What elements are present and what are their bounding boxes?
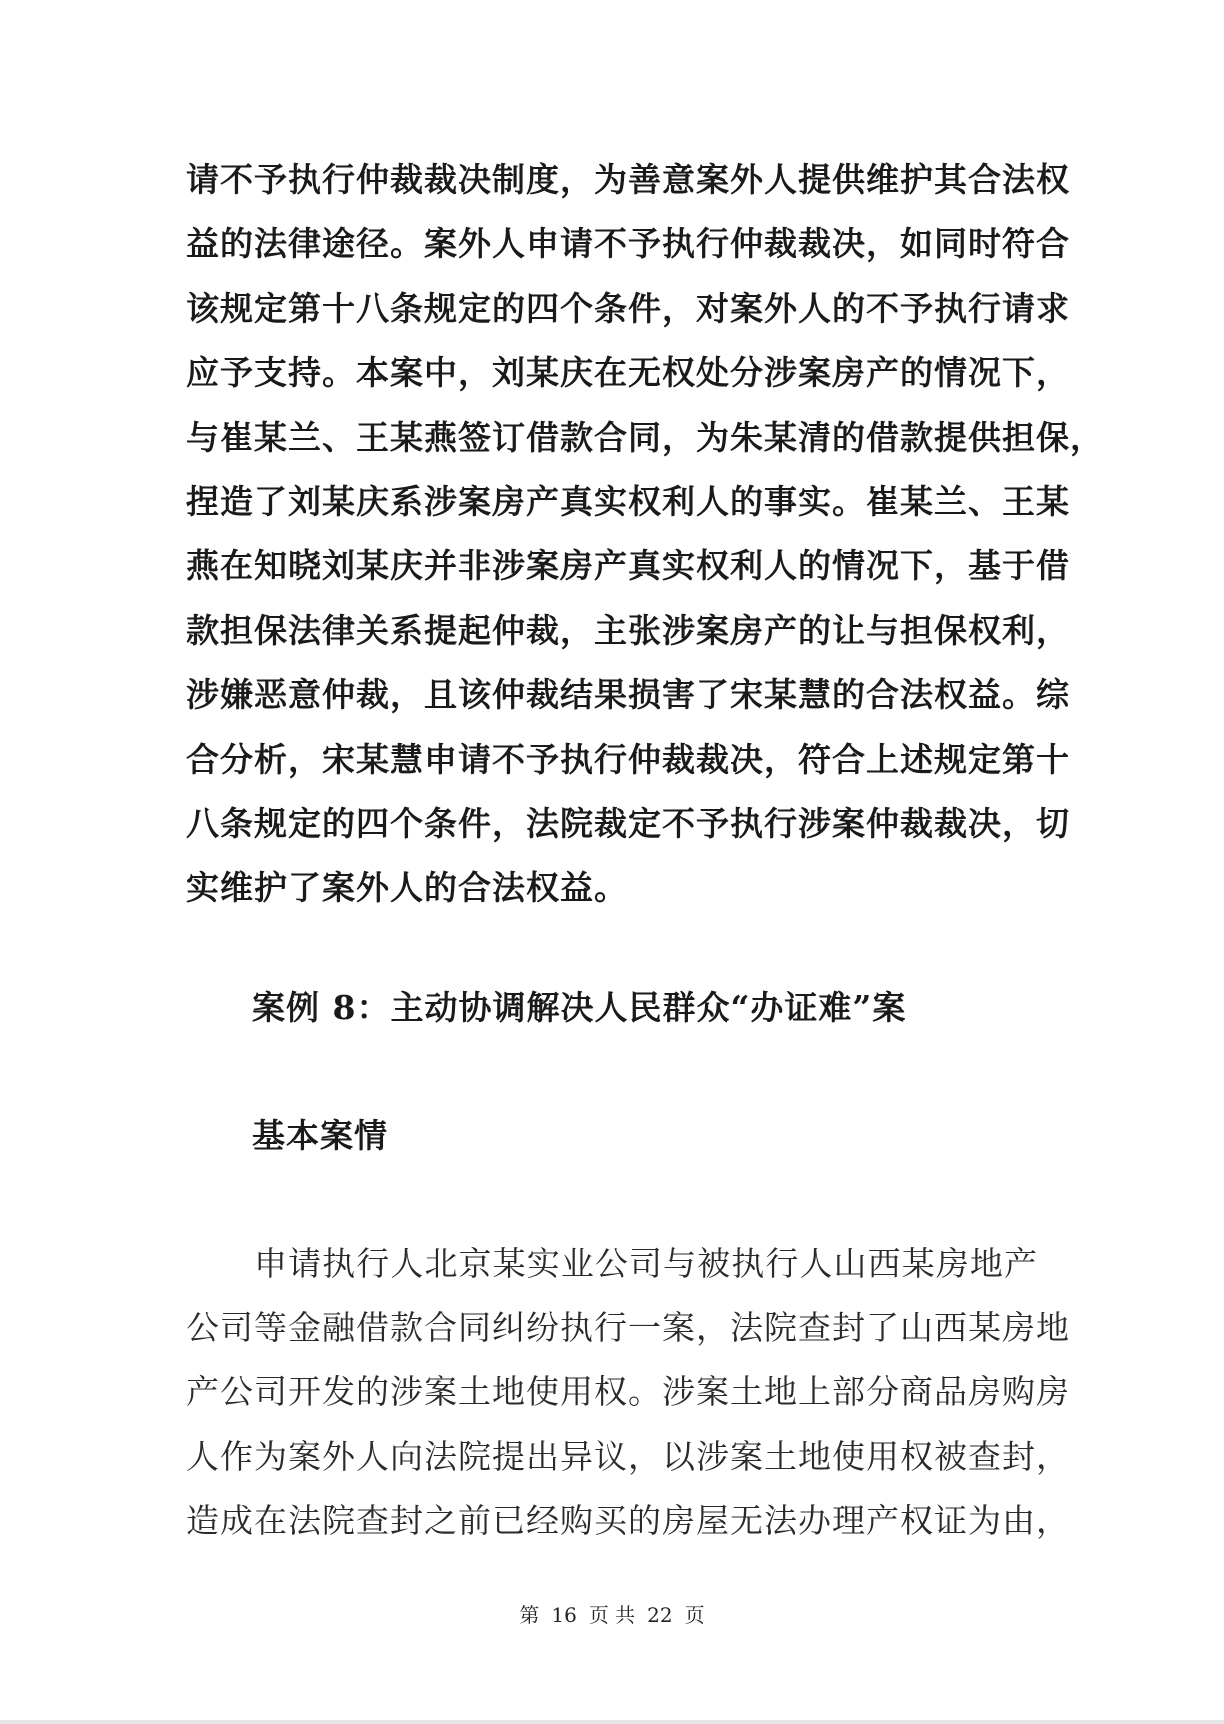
current-page-number: 16 <box>551 1603 577 1627</box>
text-line: 请不予执行仲裁裁决制度，为善意案外人提供维护其合法权 <box>186 160 1070 199</box>
footer-middle: 页 共 <box>588 1603 636 1627</box>
text-line: 应予支持。本案中，刘某庆在无权处分涉案房产的情况下， <box>186 353 1070 393</box>
text-line: 造成在法院查封之前已经购买的房屋无法办理产权证为由， <box>186 1500 1070 1540</box>
text-line: 申请执行人北京某实业公司与被执行人山西某房地产 <box>254 1244 1038 1283</box>
case-title: 案例 8：主动协调解决人民群众“办证难”案 <box>252 988 907 1027</box>
total-page-number: 22 <box>647 1603 673 1627</box>
footer-suffix: 页 <box>684 1603 705 1627</box>
text-line: 公司等金融借款合同纠纷执行一案，法院查封了山西某房地 <box>186 1308 1070 1348</box>
footer-prefix: 第 <box>519 1603 540 1627</box>
text-line: 款担保法律关系提起仲裁，主张涉案房产的让与担保权利， <box>186 610 1070 650</box>
text-line: 燕在知晓刘某庆并非涉案房产真实权利人的情况下，基于借 <box>186 546 1070 586</box>
page-number-footer <box>0 1599 1224 1628</box>
paragraph-basic-facts <box>186 1232 1070 1553</box>
text-line: 合分析，宋某慧申请不予执行仲裁裁决，符合上述规定第十 <box>186 739 1070 779</box>
text-line: 捏造了刘某庆系涉案房产真实权利人的事实。崔某兰、王某 <box>186 482 1070 522</box>
text-line: 八条规定的四个条件，法院裁定不予执行涉案仲裁裁决，切 <box>186 804 1070 844</box>
text-line: 实维护了案外人的合法权益。 <box>186 868 628 908</box>
text-line: 与崔某兰、王某燕签订借款合同，为朱某清的借款提供担保， <box>186 417 1104 457</box>
text-line: 产公司开发的涉案土地使用权。涉案土地上部分商品房购房 <box>186 1372 1070 1412</box>
text-line: 人作为案外人向法院提出异议，以涉案土地使用权被查封， <box>186 1436 1070 1476</box>
section-heading: 基本案情 <box>252 1116 388 1155</box>
text-line: 涉嫌恶意仲裁，且该仲裁结果损害了宋某慧的合法权益。综 <box>186 675 1070 715</box>
text-line: 该规定第十八条规定的四个条件，对案外人的不予执行请求 <box>186 288 1070 328</box>
text-line: 益的法律途径。案外人申请不予执行仲裁裁决，如同时符合 <box>186 224 1070 264</box>
paragraph-analysis <box>186 148 1104 921</box>
page-bottom-divider <box>0 1720 1224 1724</box>
